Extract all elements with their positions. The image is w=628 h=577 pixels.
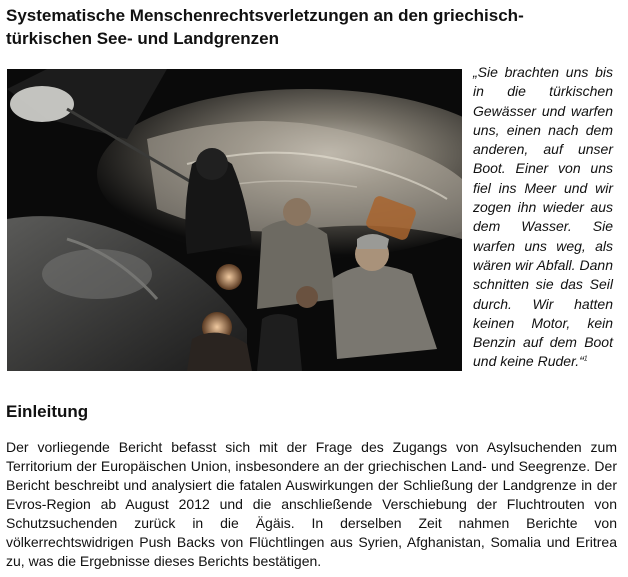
footnote-marker: 1 — [583, 355, 588, 363]
intro-paragraph: Der vorliegende Bericht befasst sich mit der Frage des Zugangs von Asylsuchenden zum Territorium der Europäischen Union, insbesondere an der griechischen Land- und Seegrenze. Der Bericht beschreibt und analysiert die fatalen Auswirkungen der Schließung der Landgrenze in der Evros-Region ab August 2012 und die anschließende Verschiebung der Fluchtrouten von Schutzsuchenden zurück in die Ägäis. In derselben Zeit nahmen Berichte von völkerrechtswidrigen Push Backs von Flüchtlingen aus Syrien, Afghanistan, Somalia und Eritrea zu, was die Ergebnisse dieses Berichts bestätigen. — [6, 439, 617, 569]
quote-text: „Sie brachten uns bis in die türkischen Gewässer und warfen uns, einen nach dem anderen, auf unser Boot. Einer von uns fiel ins Meer und wir zogen ihn wieder aus dem Wasser. Sie warfen uns weg, als wären wir Abfall. Dann schnitten sie das Seil durch. Wir hatten keinen Motor, kein Benzin auf dem Boot und keine Ruder.“ — [473, 64, 613, 370]
document-title: Systematische Menschenrechtsverletzungen an den griechisch-türkischen See- und Landgrenzen — [6, 6, 524, 48]
photo-refugees-in-boat — [7, 69, 462, 371]
pull-quote — [473, 63, 613, 372]
section-heading: Einleitung — [6, 402, 89, 421]
